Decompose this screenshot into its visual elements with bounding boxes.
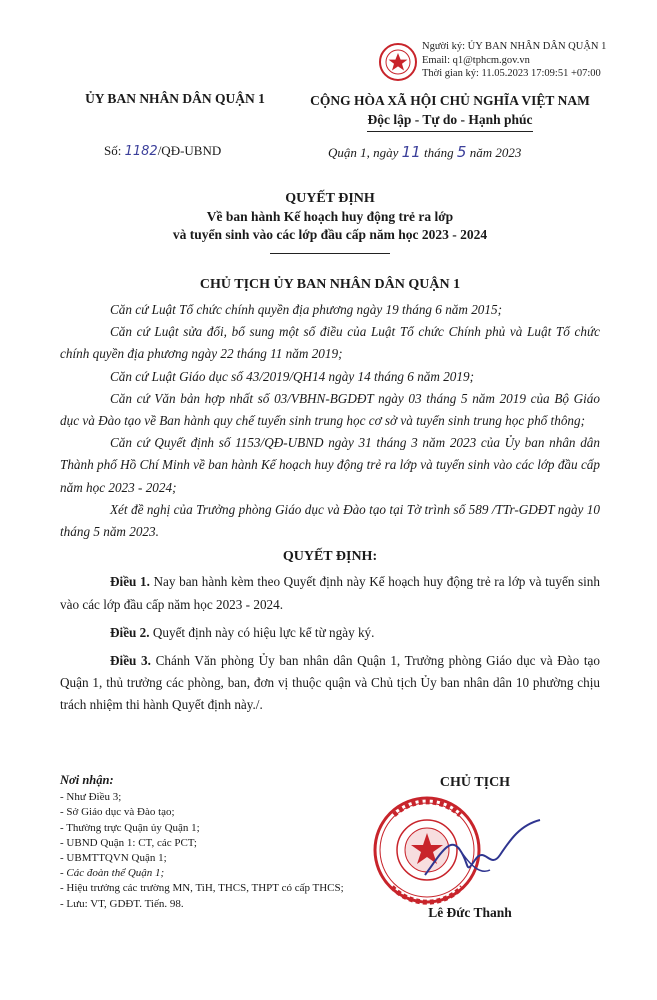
recipient-item: - UBMTTQVN Quận 1; — [60, 852, 167, 865]
title-divider — [270, 253, 390, 254]
document-type: QUYẾT ĐỊNH — [285, 191, 375, 206]
signer-name: Lê Đức Thanh — [428, 905, 512, 920]
document-body — [60, 299, 600, 717]
recipient-item: - UBND Quận 1: CT, các PCT; — [60, 836, 197, 849]
recipient-item: - Như Điều 3; — [60, 791, 122, 804]
email-line: Email: q1@tphcm.gov.vn — [422, 54, 530, 66]
article-2: Điều 2. Quyết định này có hiệu lực kể từ ngày ký. — [110, 624, 375, 640]
signer-title: CHỦ TỊCH — [439, 775, 511, 790]
legal-basis-4: Căn cứ Văn bản hợp nhất số 03/VBHN-BGDĐT ngày 03 tháng 5 năm 2019 của Bộ Giáo dục và Đào tạo về Ban hành quy chế tuyển sinh trung học cơ sở và tuyển sinh trung học phổ thông; — [60, 390, 600, 429]
recipient-item: - Lưu: VT, GDĐT. Tiến. 98. — [60, 897, 184, 910]
legal-basis-1: Căn cứ Luật Tổ chức chính quyền địa phương ngày 19 tháng 6 năm 2015; — [110, 302, 502, 317]
sign-time-line: Thời gian ký: 11.05.2023 17:09:51 +07:00 — [422, 68, 601, 79]
recipient-item: - Thường trực Quận ủy Quận 1; — [60, 821, 200, 834]
issuing-agency: ỦY BAN NHÂN DÂN QUẬN 1 — [85, 91, 265, 106]
legal-basis-3: Căn cứ Luật Giáo dục số 43/2019/QH14 ngày 14 tháng 6 năm 2019; — [110, 368, 474, 384]
national-motto: Độc lập - Tự do - Hạnh phúc — [367, 110, 532, 132]
recipients-title: Nơi nhận: — [60, 773, 114, 787]
national-header — [300, 91, 600, 132]
signer-line: Người ký: ỦY BAN NHÂN DÂN QUẬN 1 — [422, 41, 607, 52]
legal-basis-2: Căn cứ Luật sửa đổi, bổ sung một số điều của Luật Tổ chức Chính phủ và Luật Tổ chức chính quyền địa phương ngày 22 tháng 11 năm 2019; — [60, 324, 600, 362]
nation-name: CỘNG HÒA XÃ HỘI CHỦ NGHĨA VIỆT NAM — [310, 93, 590, 108]
document-date: Quận 1, ngày 11 tháng 5 năm 2023 — [328, 143, 522, 161]
recipient-item: - Sở Giáo dục và Đào tạo; — [60, 806, 175, 819]
proposal-basis: Xét đề nghị của Trưởng phòng Giáo dục và Đào tạo tại Tờ trình số 589 /TTr-GDĐT ngày 10 tháng 5 năm 2023. — [60, 501, 600, 540]
handwritten-day: 11 — [401, 143, 421, 161]
handwritten-month: 5 — [456, 143, 467, 161]
document-title — [100, 190, 560, 244]
issuing-authority: CHỦ TỊCH ỦY BAN NHÂN DÂN QUẬN 1 — [199, 277, 461, 292]
handwritten-number: 1182 — [124, 144, 158, 159]
title-line-2: và tuyển sinh vào các lớp đầu cấp năm học 2023 - 2024 — [172, 227, 488, 242]
article-1: Điều 1. Nay ban hành kèm theo Quyết định này Kế hoạch huy động trẻ ra lớp và tuyển sinh vào các lớp đầu cấp năm học 2023 - 2024. — [60, 574, 600, 612]
recipient-item: - Các đoàn thể Quận 1; — [60, 867, 165, 880]
seal-icon — [378, 42, 418, 82]
title-line-1: Về ban hành Kế hoạch huy động trẻ ra lớp — [206, 209, 454, 224]
digital-signature-block — [378, 40, 653, 84]
decision-heading: QUYẾT ĐỊNH: — [282, 549, 378, 565]
recipients-list — [60, 773, 360, 912]
recipient-item: - Hiệu trưởng các trường MN, TiH, THCS, THPT có cấp THCS; — [60, 882, 344, 895]
legal-basis-5: Căn cứ Quyết định số 1153/QĐ-UBND ngày 31 tháng 3 năm 2023 của Ủy ban nhân dân Thành phố Hồ Chí Minh về ban hành Kế hoạch huy động trẻ ra lớp và tuyển sinh vào các lớp đầu cấp năm học 2023 - 2024; — [60, 435, 600, 495]
handwritten-signature-icon — [420, 815, 550, 885]
article-3: Điều 3. Chánh Văn phòng Ủy ban nhân dân Quận 1, Trưởng phòng Giáo dục và Đào tạo Quận 1, thủ trưởng các phòng, ban, đơn vị thuộc quận và Chủ tịch Ủy ban nhân dân 10 phường chịu trách nhiệm thi hành Quyết định này./. — [60, 653, 600, 713]
document-number: Số: 1182/QĐ-UBND — [104, 143, 222, 159]
